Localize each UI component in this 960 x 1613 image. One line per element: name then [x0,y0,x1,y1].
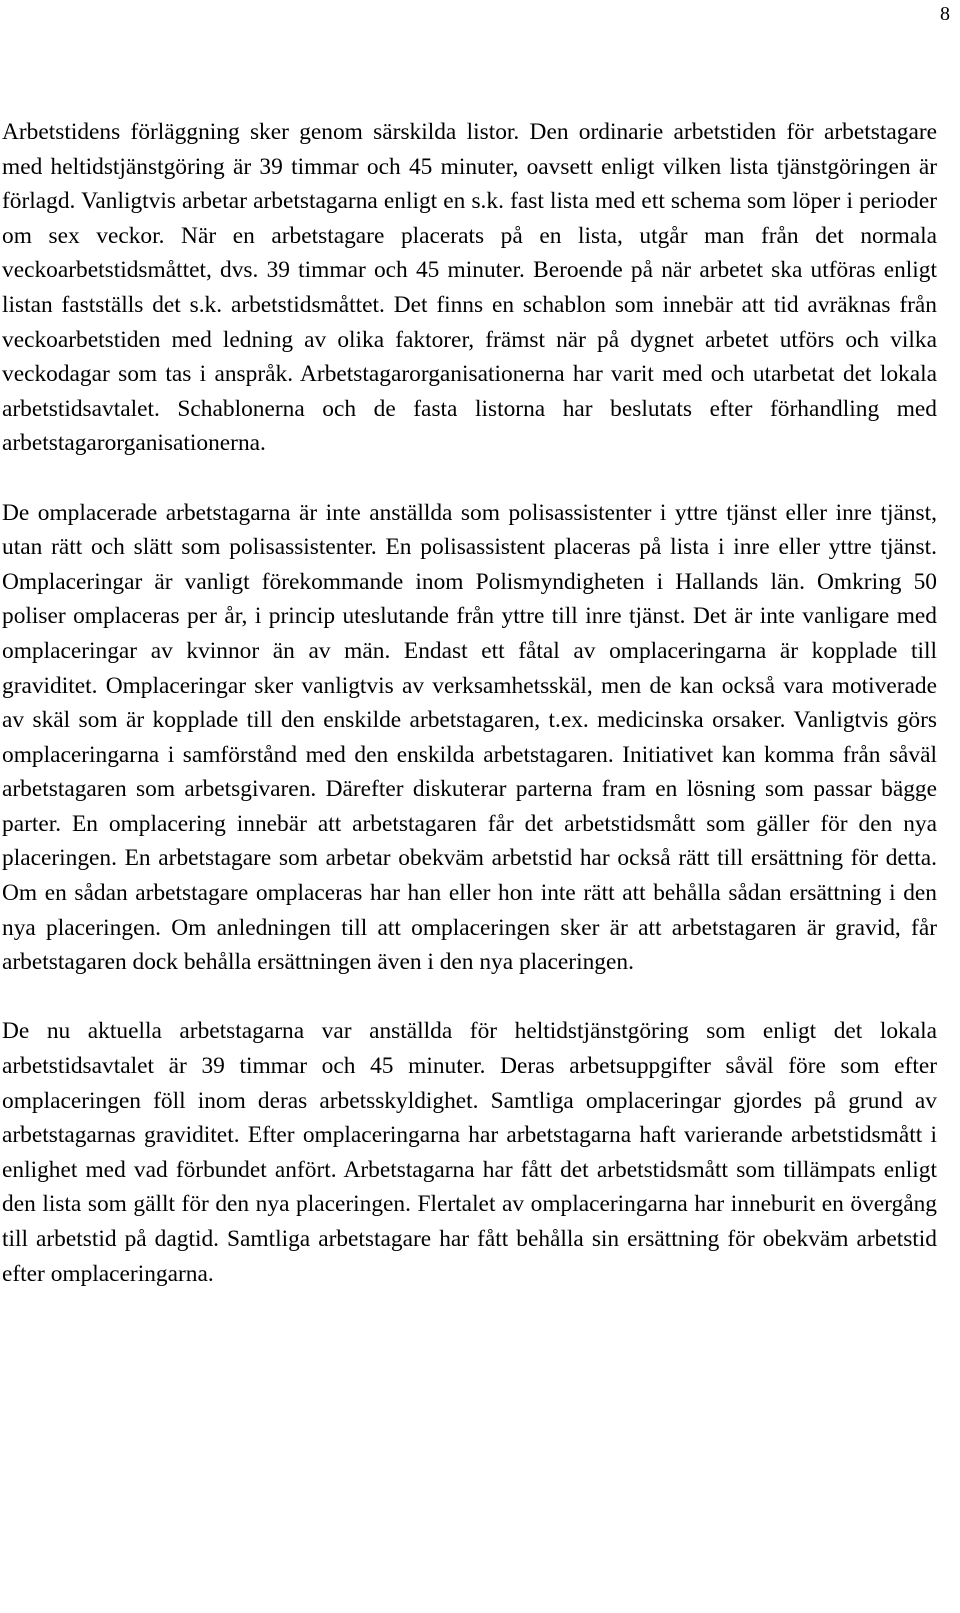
paragraph-current-employees: De nu aktuella arbetstagarna var anställda för heltidstjänstgöring som enligt det lokala arbetstidsavtalet är 39 timmar och 45 minuter. Deras arbetsuppgifter såväl före som efter omplaceringen föll inom deras arbetsskyldighet. Samtliga omplaceringar gjordes på grund av arbetstagarnas graviditet. Efter omplaceringarna har arbetstagarna haft varierande arbetstidsmått i enlighet med vad förbundet anfört. Arbetstagarna har fått det arbetstidsmått som tillämpats enligt den lista som gällt för den nya placeringen. Flertalet av omplaceringarna har inneburit en övergång till arbetstid på dagtid. Samtliga arbetstagare har fått behålla sin ersättning för obekväm arbetstid efter omplaceringarna. [2,1018,937,1287]
paragraph-working-hours: Arbetstidens förläggning sker genom särskilda listor. Den ordinarie arbetstiden för arbetstagare med heltidstjänstgöring är 39 timmar och 45 minuter, oavsett enligt vilken lista tjänstgöringen är förlagd. Vanligtvis arbetar arbetstagarna enligt en s.k. fast lista med ett schema som löper i perioder om sex veckor. När en arbetstagare placerats på en lista, utgår man från det normala veckoarbetstidsmåttet, dvs. 39 timmar och 45 minuter. Beroende på när arbetet ska utföras enligt listan fastställs det s.k. arbetstidsmåttet. Det finns en schablon som innebär att tid avräknas från veckoarbetstiden med ledning av olika faktorer, främst när på dygnet arbetet utförs och vilka veckodagar som tas i anspråk. Arbetstagarorganisationerna har varit med och utarbetat det lokala arbetstidsavtalet. Schablonerna och de fasta listorna har beslutats efter förhandling med arbetstagarorganisationerna. [2,119,937,457]
document-body [2,115,937,1291]
page-number: 8 [940,3,950,25]
paragraph-reassignment: De omplacerade arbetstagarna är inte anställda som polisassistenter i yttre tjänst eller inre tjänst, utan rätt och slätt som polisassistenter. En polisassistent placeras på lista i inre eller yttre tjänst. Omplaceringar är vanligt förekommande inom Polismyndigheten i Hallands län. Omkring 50 poliser omplaceras per år, i princip uteslutande från yttre till inre tjänst. Det är inte vanligare med omplaceringar av kvinnor än av män. Endast ett fåtal av omplaceringarna är kopplade till graviditet. Omplaceringar sker vanligtvis av verksamhetsskäl, men de kan också vara motiverade av skäl som är kopplade till den enskilde arbetstagaren, t.ex. medicinska orsaker. Vanligtvis görs omplaceringarna i samförstånd med den enskilda arbetstagaren. Initiativet kan komma från såväl arbetstagaren som arbetsgivaren. Därefter diskuterar parterna fram en lösning som passar bägge parter. En omplacering innebär att arbetstagaren får det arbetstidsmått som gäller för den nya placeringen. En arbetstagare som arbetar obekväm arbetstid har också rätt till ersättning för detta. Om en sådan arbetstagare omplaceras har han eller hon inte rätt att behålla sådan ersättning i den nya placeringen. Om anledningen till att omplaceringen sker är att arbetstagaren är gravid, får arbetstagaren dock behålla ersättningen även i den nya placeringen. [2,499,937,976]
